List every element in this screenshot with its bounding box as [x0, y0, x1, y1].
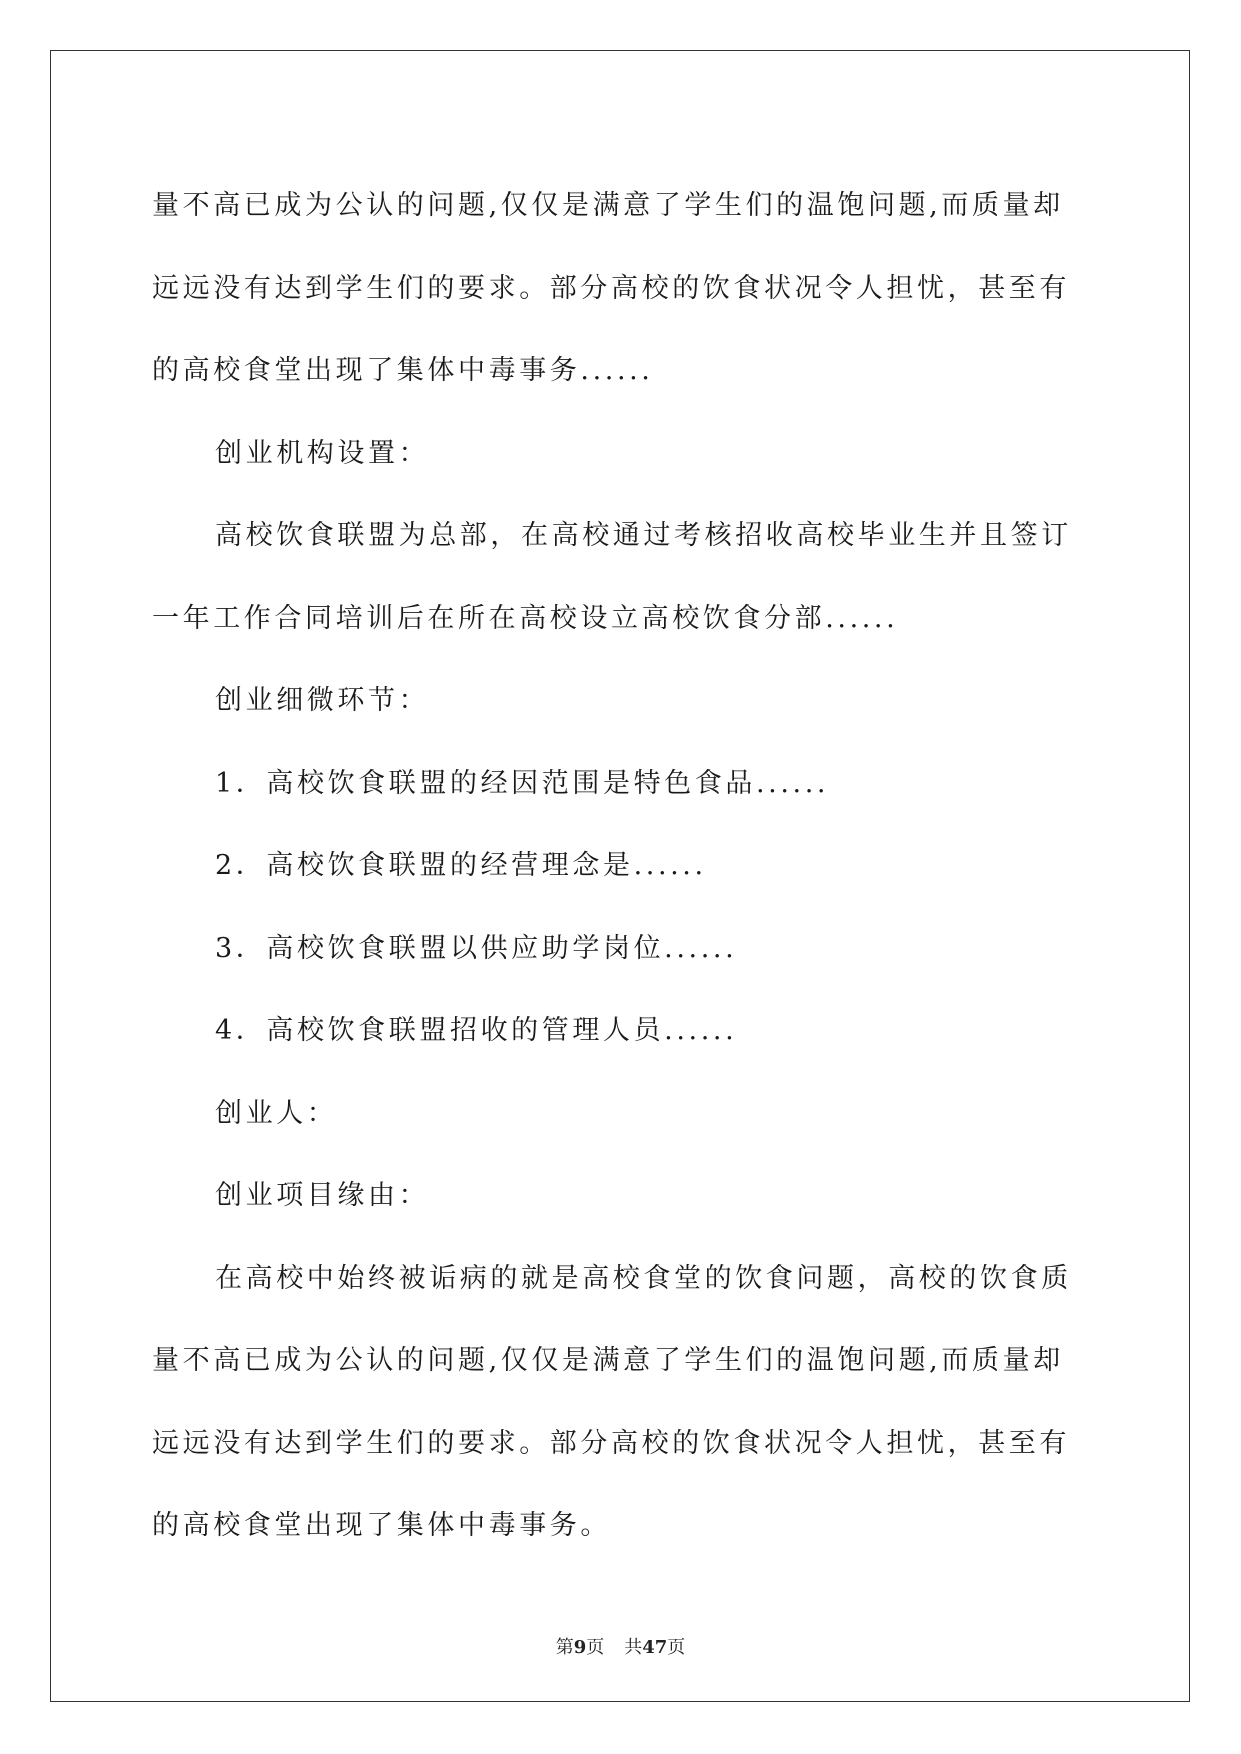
document-body	[152, 165, 1086, 1568]
paragraph-line: 的高校食堂出现了集体中毒事务......	[152, 355, 654, 386]
paragraph-line: 在高校中始终被诟病的就是高校食堂的饮食问题，高校的饮食质	[215, 1262, 1072, 1294]
section-heading: 创业人：	[215, 1097, 338, 1129]
paragraph-line: 量不高已成为公认的问题,仅仅是满意了学生们的温饱问题,而质量却	[152, 190, 1064, 221]
section-heading: 创业细微环节：	[215, 685, 430, 716]
paragraph-line: 远远没有达到学生们的要求。部分高校的饮食状况令人担忧，甚至有	[152, 1427, 1070, 1459]
list-item: 3．高校饮食联盟以供应助学岗位......	[215, 932, 738, 964]
list-item: 1．高校饮食联盟的经因范围是特色食品......	[215, 767, 830, 799]
page-prefix: 第	[555, 1637, 574, 1658]
page-suffix: 页	[586, 1637, 605, 1658]
paragraph-line: 远远没有达到学生们的要求。部分高校的饮食状况令人担忧，甚至有	[152, 272, 1070, 304]
section-heading: 创业项目缘由：	[215, 1180, 430, 1211]
paragraph-line: 高校饮食联盟为总部，在高校通过考核招收高校毕业生并且签订	[215, 520, 1072, 551]
paragraph-line: 量不高已成为公认的问题,仅仅是满意了学生们的温饱问题,而质量却	[152, 1345, 1064, 1376]
section-heading: 创业机构设置：	[215, 437, 430, 469]
paragraph-line: 一年工作合同培训后在所在高校设立高校饮食分部......	[152, 602, 899, 634]
page-number: 9	[573, 1637, 587, 1658]
total-prefix: 共	[624, 1637, 643, 1658]
list-item: 4．高校饮食联盟招收的管理人员......	[215, 1015, 738, 1046]
page-footer	[0, 1633, 1241, 1659]
page-total: 47	[642, 1637, 668, 1658]
list-item: 2．高校饮食联盟的经营理念是......	[215, 850, 707, 881]
total-suffix: 页	[667, 1637, 686, 1658]
paragraph-line: 的高校食堂出现了集体中毒事务。	[152, 1510, 611, 1541]
